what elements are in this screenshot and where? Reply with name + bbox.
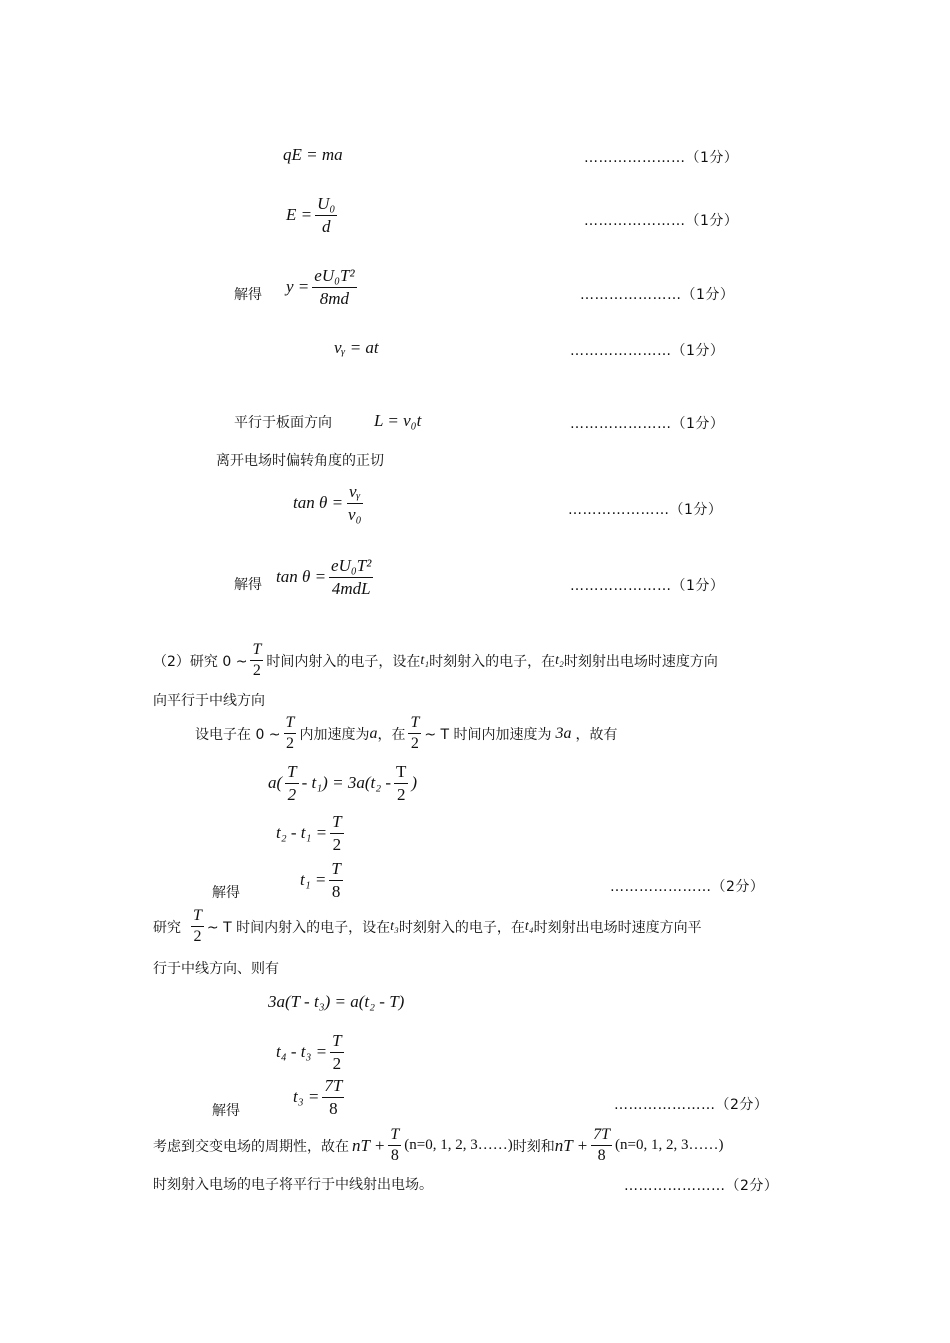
fraction-t-over-2 [330, 1031, 343, 1073]
fraction-t-over-2 [191, 907, 204, 947]
equation-t3 [293, 1076, 347, 1118]
score-line: …………………（2分） [624, 1178, 779, 1194]
equation-lhs: tan θ = [276, 567, 327, 587]
fraction-t-over-2 [408, 714, 421, 754]
paragraph-final-line2: 时刻射入电场的电子将平行于中线射出电场。 [153, 1177, 433, 1193]
denominator: 2 [252, 662, 261, 680]
denominator: 2 [193, 928, 202, 946]
equation-3a-balance: 3a(T - t₃) = a(t₂ - T) [268, 992, 405, 1011]
symbol-t4: t₄ [524, 918, 534, 934]
equation-lhs: t₄ - t₃ = [276, 1042, 328, 1062]
denominator: 8md [319, 288, 350, 308]
text-segment: ~ T 时间内加速度为 [424, 726, 552, 743]
equation-y [286, 266, 360, 308]
denominator: 2 [332, 834, 342, 854]
fraction [315, 194, 337, 236]
numerator: T [285, 762, 298, 784]
text-segment: ~ T 时间内射入的电子，设在 [206, 919, 391, 936]
text-segment: （2）研究 0 ~ [153, 653, 248, 670]
paragraph-final-line1 [153, 1126, 723, 1166]
equation-part: ) [411, 773, 418, 793]
denominator: 8 [331, 881, 341, 901]
denominator: v₀ [348, 504, 362, 524]
equation-lhs: t₂ - t₁ = [276, 823, 328, 843]
numerator: eU₀T² [329, 556, 373, 578]
denominator: 8 [329, 1098, 338, 1118]
text-segment: 时间内射入的电子，设在 [266, 653, 421, 670]
paragraph-acceleration [195, 714, 618, 754]
text-segment: 研究 [153, 919, 181, 936]
label-jiede: 解得 [234, 287, 262, 303]
denominator: 2 [332, 1053, 342, 1073]
equation-t4-minus-t3 [276, 1031, 347, 1073]
denominator: 2 [286, 735, 294, 753]
label-jiede: 解得 [212, 885, 240, 901]
score-line: …………………（1分） [570, 416, 725, 432]
text-segment: ，在 [377, 726, 406, 743]
numerator: T [250, 641, 263, 661]
equation-e-field [286, 194, 340, 236]
numerator: T [408, 714, 421, 734]
denominator: 4mdL [331, 578, 371, 598]
text-n-values: (n=0, 1, 2, 3……) [404, 1137, 513, 1154]
fraction [329, 556, 373, 598]
fraction-t-over-8 [329, 859, 342, 901]
equation-lhs: E = [286, 205, 313, 225]
text-segment: 设电子在 0 ~ [195, 726, 281, 743]
equation-part: a( [268, 773, 283, 793]
numerator: T [330, 812, 343, 834]
equation-tan2 [276, 556, 376, 598]
numerator: T [329, 859, 342, 881]
score-line: …………………（2分） [614, 1097, 769, 1113]
symbol-3a: 3a [555, 724, 572, 742]
paragraph-part2-line1 [153, 641, 718, 681]
denominator: 2 [410, 735, 419, 753]
paragraph-study2-line2: 行于中线方向、则有 [153, 961, 279, 977]
denominator: 2 [287, 784, 297, 804]
equation-lhs: tan θ = [293, 493, 344, 513]
fraction-t-over-8 [388, 1126, 401, 1166]
numerator: T [191, 907, 204, 927]
score-line: …………………（1分） [570, 343, 725, 359]
label-tangent: 离开电场时偏转角度的正切 [216, 453, 384, 469]
numerator: T [388, 1126, 401, 1146]
text-segment: ，故有 [575, 726, 618, 743]
equation-t2-minus-t1 [276, 812, 347, 854]
fraction-t-over-2 [250, 641, 263, 681]
score-line: …………………（1分） [570, 578, 725, 594]
paragraph-study2-line1 [153, 907, 702, 947]
equation-l: L = v₀t [374, 411, 422, 430]
text-segment: 时刻射出电场时速度方向 [563, 653, 718, 670]
symbol-t2: t₂ [555, 652, 564, 668]
numerator: eU₀T² [312, 266, 356, 288]
score-line: …………………（2分） [610, 879, 765, 895]
denominator: 2 [396, 784, 406, 804]
fraction-7t-over-8 [322, 1076, 344, 1118]
equation-lhs: t₃ = [293, 1087, 320, 1107]
fraction-t-over-2 [394, 762, 408, 804]
text-segment: 时刻射入的电子，在 [429, 653, 556, 670]
fraction [312, 266, 356, 308]
score-line: …………………（1分） [580, 287, 735, 303]
expr-nt-plus: nT + [352, 1135, 386, 1155]
numerator: vᵧ [347, 482, 362, 504]
label-jiede: 解得 [234, 577, 262, 593]
numerator: U₀ [315, 194, 337, 216]
equation-tan1 [293, 482, 367, 524]
expr-nt-plus: nT + [554, 1135, 589, 1155]
label-jiede: 解得 [212, 1103, 240, 1119]
numerator: 7T [322, 1076, 344, 1098]
equation-qe-ma: qE = ma [283, 145, 343, 164]
text-n-values: (n=0, 1, 2, 3……) [615, 1137, 724, 1154]
text-segment: 时刻射入的电子，在 [398, 919, 525, 936]
equation-vy: vᵧ = at [334, 338, 379, 357]
score-line: …………………（1分） [568, 502, 723, 518]
equation-t1 [300, 859, 346, 901]
symbol-t1: t₁ [420, 652, 430, 668]
text-segment: 内加速度为 [299, 726, 370, 743]
numerator: 7T [591, 1126, 612, 1146]
numerator: T [330, 1031, 343, 1053]
denominator: d [321, 216, 331, 236]
numerator: T [394, 762, 408, 784]
text-segment: 考虑到交变电场的周期性，故在 [153, 1138, 349, 1155]
text-segment: 时刻和 [512, 1138, 555, 1155]
text-segment: 时刻射出电场时速度方向平 [533, 919, 702, 936]
equation-lhs: y = [286, 277, 310, 297]
denominator: 8 [597, 1147, 606, 1165]
denominator: 8 [390, 1147, 399, 1165]
equation-lhs: t₁ = [300, 870, 327, 890]
fraction-t-over-2 [285, 762, 298, 804]
symbol-a: a [369, 724, 378, 742]
score-line: …………………（1分） [584, 150, 739, 166]
equation-part: - t₁) = 3a(t₂ - [301, 773, 392, 793]
fraction-7t-over-8 [591, 1126, 612, 1166]
label-parallel: 平行于板面方向 [234, 415, 332, 431]
score-line: …………………（1分） [584, 213, 739, 229]
equation-accel-balance [268, 762, 417, 804]
fraction-t-over-2 [330, 812, 343, 854]
fraction-t-over-2 [284, 714, 297, 754]
symbol-t3: t₃ [390, 918, 399, 934]
numerator: T [284, 714, 297, 734]
fraction [346, 482, 363, 524]
paragraph-part2-line2: 向平行于中线方向 [153, 693, 265, 709]
